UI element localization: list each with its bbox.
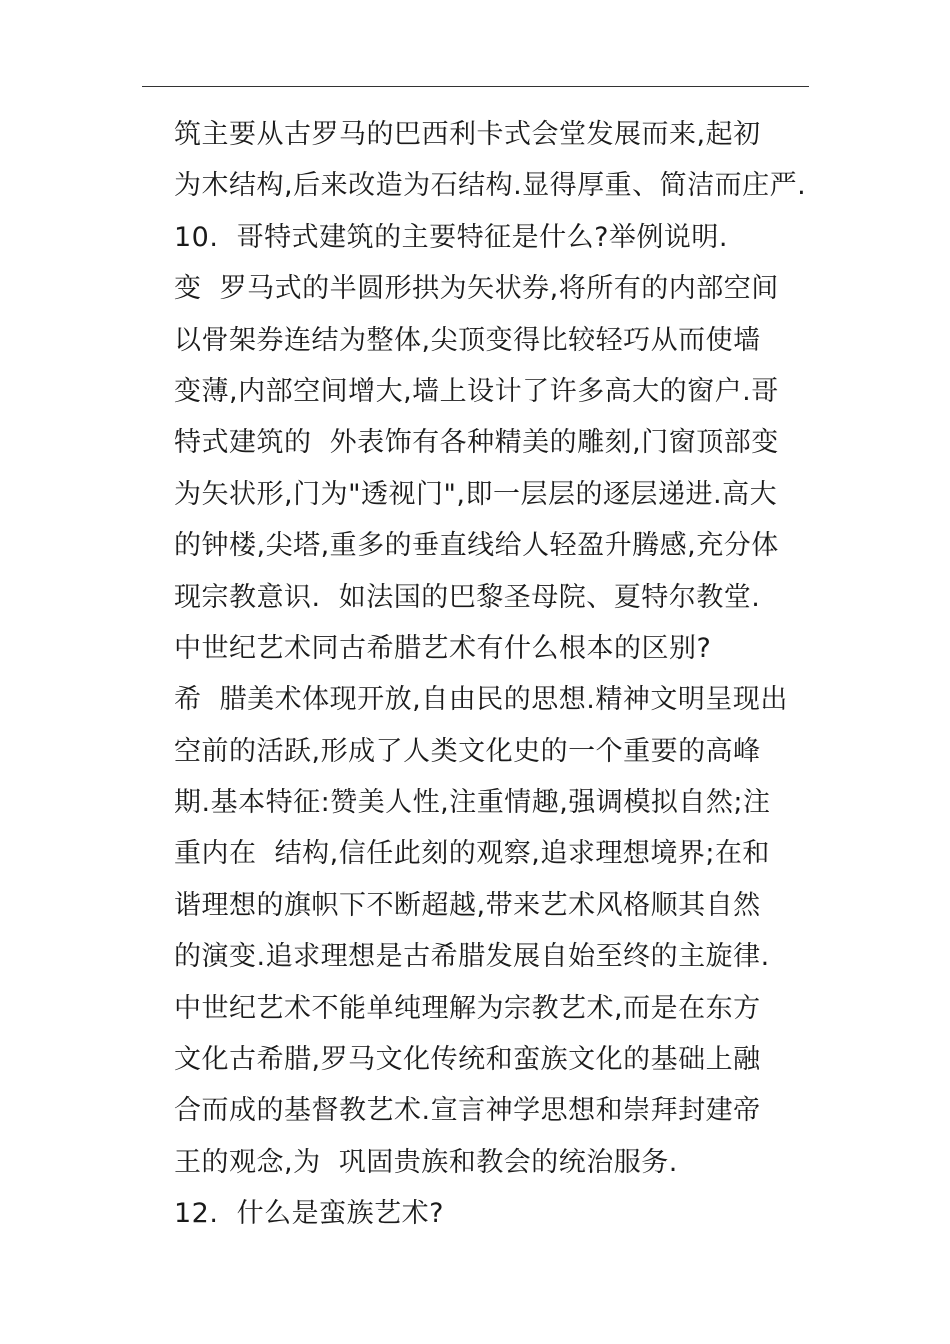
text-line: 变薄,内部空间增大,墙上设计了许多高大的窗户.哥 <box>174 375 779 407</box>
header-rule <box>142 86 809 87</box>
text-line: 王的观念,为 巩固贵族和教会的统治服务. <box>174 1146 678 1178</box>
text-line: 期.基本特征:赞美人性,注重情趣,强调模拟自然;注 <box>174 787 771 819</box>
text-line: 现宗教意识. 如法国的巴黎圣母院、夏特尔教堂. <box>174 581 761 613</box>
text-line: 重内在 结构,信任此刻的观察,追求理想境界;在和 <box>174 838 770 870</box>
text-line: 合而成的基督教艺术.宣言神学思想和崇拜封建帝 <box>174 1095 761 1127</box>
text-line: 为木结构,后来改造为石结构.显得厚重、简洁而庄严. <box>174 170 807 202</box>
text-line: 中世纪艺术不能单纯理解为宗教艺术,而是在东方 <box>174 992 761 1024</box>
text-line: 文化古希腊,罗马文化传统和蛮族文化的基础上融 <box>174 1044 761 1076</box>
text-line: 的钟楼,尖塔,重多的垂直线给人轻盈升腾感,充分体 <box>174 530 779 562</box>
text-line: 谐理想的旗帜下不断超越,带来艺术风格顺其自然 <box>174 889 761 921</box>
question-heading: 12. 什么是蛮族艺术? <box>174 1198 444 1230</box>
question-heading: 10. 哥特式建筑的主要特征是什么?举例说明. <box>174 221 729 253</box>
text-line: 变 罗马式的半圆形拱为矢状券,将所有的内部空间 <box>174 273 779 305</box>
text-line: 以骨架券连结为整体,尖顶变得比较轻巧从而使墙 <box>174 324 761 356</box>
text-line: 的演变.追求理想是古希腊发展自始至终的主旋律. <box>174 941 770 973</box>
text-line: 为矢状形,门为"透视门",即一层层的逐层递进.高大 <box>174 478 778 510</box>
text-line: 筑主要从古罗马的巴西利卡式会堂发展而来,起初 <box>174 119 761 150</box>
text-line: 空前的活跃,形成了人类文化史的一个重要的高峰 <box>174 735 761 767</box>
text-line: 特式建筑的 外表饰有各种精美的雕刻,门窗顶部变 <box>174 427 779 459</box>
document-body <box>174 109 814 1240</box>
text-line: 希 腊美术体现开放,自由民的思想.精神文明呈现出 <box>174 684 788 716</box>
question-heading: 中世纪艺术同古希腊艺术有什么根本的区别? <box>174 632 712 664</box>
